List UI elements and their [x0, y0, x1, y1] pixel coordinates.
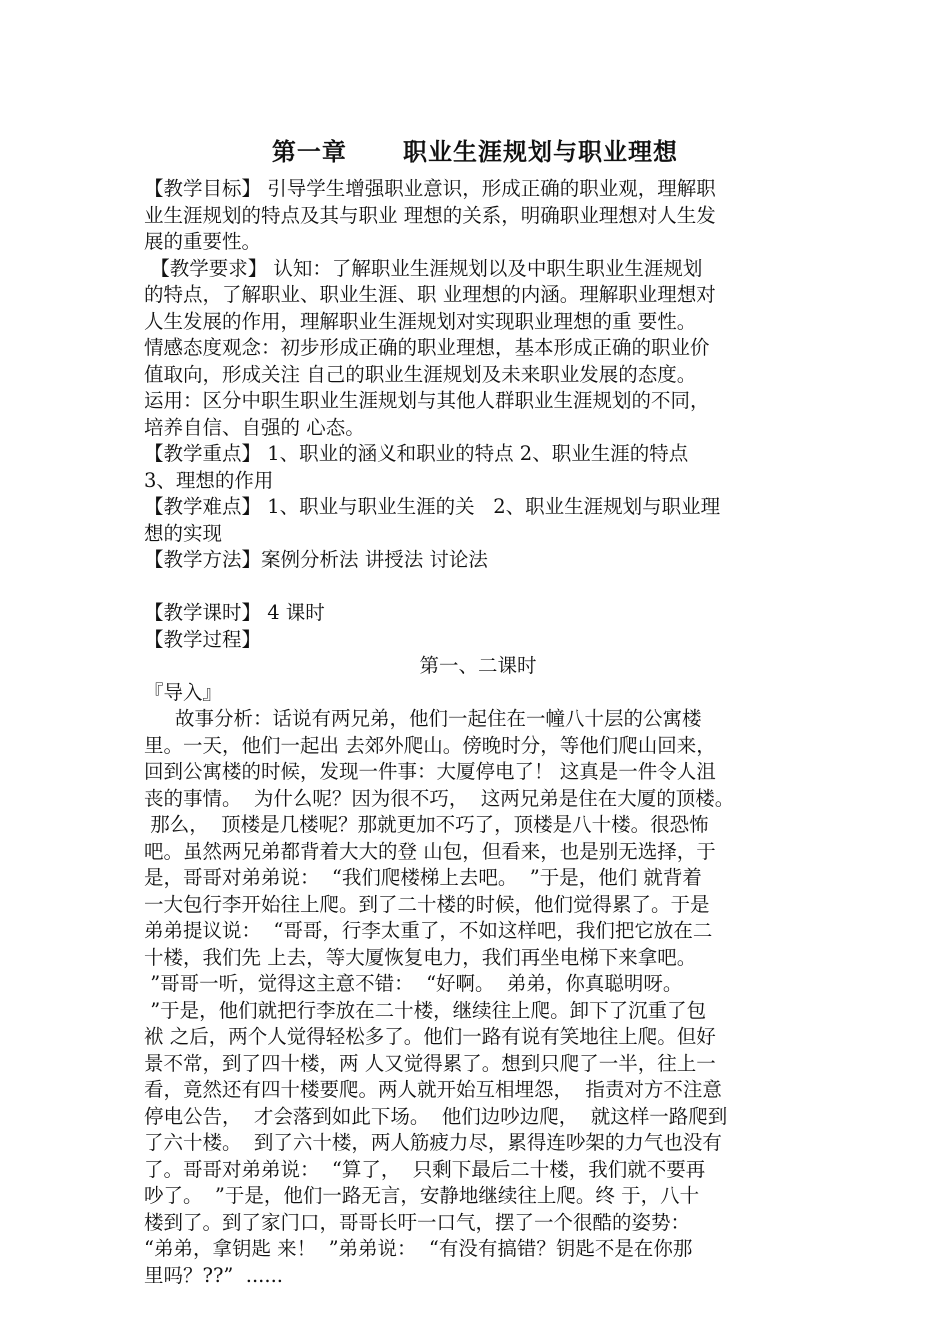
text-line: 【教学要求】 认知：了解职业生涯规划以及中职生职业生涯规划: [144, 256, 703, 280]
text-line: 人生发展的作用，理解职业生涯规划对实现职业理想的重 要性。: [144, 309, 697, 333]
text-line: 停电公告， 才会落到如此下场。 他们边吵边爬， 就这样一路爬到: [144, 1104, 728, 1128]
text-line: 情感态度观念：初步形成正确的职业理想，基本形成正确的职业价: [144, 336, 710, 359]
text-line: 袱 之后，两个人觉得轻松多了。他们一路有说有笑地往上爬。但好: [144, 1025, 716, 1048]
text-line: 运用：区分中职生职业生涯规划与其他人群职业生涯规划的不同，: [144, 389, 710, 412]
text-line: 楼到了。到了家门口，哥哥长吁一口气，摆了一个很酷的姿势：: [144, 1210, 691, 1234]
text-line: 【教学重点】 1、职业的涵义和职业的特点 2、职业生涯的特点: [144, 442, 689, 465]
text-line: 那么， 顶楼是几楼呢？那就更加不巧了，顶楼是八十楼。很恐怖: [144, 813, 709, 836]
text-line: 丧的事情。 为什么呢？因为很不巧， 这两兄弟是住在大厦的顶楼。: [144, 786, 735, 810]
chapter-title: 第一章 职业生涯规划与职业理想: [271, 137, 679, 166]
text-line: 看，竟然还有四十楼要爬。两人就开始互相埋怨， 指责对方不注意: [144, 1078, 722, 1101]
text-line: 吧。虽然两兄弟都背着大大的登 山包，但看来，也是别无选择，于: [144, 839, 716, 863]
text-line: 【教学方法】案例分析法 讲授法 讨论法: [144, 548, 488, 571]
text-line: 是，哥哥对弟弟说： “我们爬楼梯上去吧。 ”于是，他们 就背着: [144, 866, 702, 889]
text-line: 十楼，我们先 上去，等大厦恢复电力，我们再坐电梯下来拿吧。: [144, 945, 697, 969]
text-line: 回到公寓楼的时候，发现一件事：大厦停电了！ 这真是一件令人沮: [144, 760, 716, 783]
text-line: 里吗？??” ......: [144, 1263, 283, 1287]
text-line: 【教学目标】 引导学生增强职业意识，形成正确的职业观，理解职: [144, 177, 716, 200]
text-line: 【教学过程】: [144, 627, 262, 651]
text-line: 景不常，到了四十楼，两 人又觉得累了。想到只爬了一半，往上一: [144, 1051, 716, 1075]
text-line: 培养自信、自强的 心态。: [144, 415, 365, 439]
text-line: 弟弟提议说： “哥哥，行李太重了，不如这样吧，我们把它放在二: [144, 919, 713, 942]
text-line: 值取向，形成关注 自己的职业生涯规划及未来职业发展的态度。: [144, 362, 697, 386]
text-line: 3、理想的作用: [144, 468, 274, 492]
text-line: 故事分析：话说有两兄弟，他们一起住在一幢八十层的公寓楼: [144, 707, 702, 730]
document-body: [144, 176, 812, 1289]
text-line: 【教学难点】 1、职业与职业生涯的关 2、职业生涯规划与职业理: [144, 495, 721, 518]
text-line: 想的实现: [144, 521, 223, 545]
text-line: ”哥哥一听，觉得这主意不错： “好啊。 弟弟，你真聪明呀。: [144, 972, 683, 995]
text-line: “弟弟，拿钥匙 来！ ”弟弟说： “有没有搞错？钥匙不是在你那: [144, 1237, 693, 1260]
blank-line: [144, 574, 812, 601]
text-line: 一大包行李开始往上爬。到了二十楼的时候，他们觉得累了。于是: [144, 892, 710, 916]
text-line: ”于是，他们就把行李放在二十楼，继续往上爬。卸下了沉重了包: [144, 998, 707, 1022]
text-line: 吵了。 ”于是，他们一路无言，安静地继续往上爬。终 于，八十: [144, 1184, 700, 1207]
text-line: 业生涯规划的特点及其与职业 理想的关系，明确职业理想对人生发: [144, 203, 716, 227]
text-line: 的特点，了解职业、职业生涯、职 业理想的内涵。理解职业理想对: [144, 283, 716, 306]
text-line: 【教学课时】 4 课时: [144, 601, 325, 624]
text-line: 了六十楼。 到了六十楼，两人筋疲力尽，累得连吵架的力气也没有: [144, 1131, 722, 1154]
section-heading: 第一、二课时: [419, 654, 537, 677]
text-line: 『导入』: [144, 680, 223, 704]
text-line: 里。一天，他们一起出 去郊外爬山。傍晚时分，等他们爬山回来，: [144, 733, 716, 757]
text-line: 展的重要性。: [144, 230, 262, 253]
text-line: 了。哥哥对弟弟说： “算了， 只剩下最后二十楼，我们就不要再: [144, 1157, 706, 1181]
